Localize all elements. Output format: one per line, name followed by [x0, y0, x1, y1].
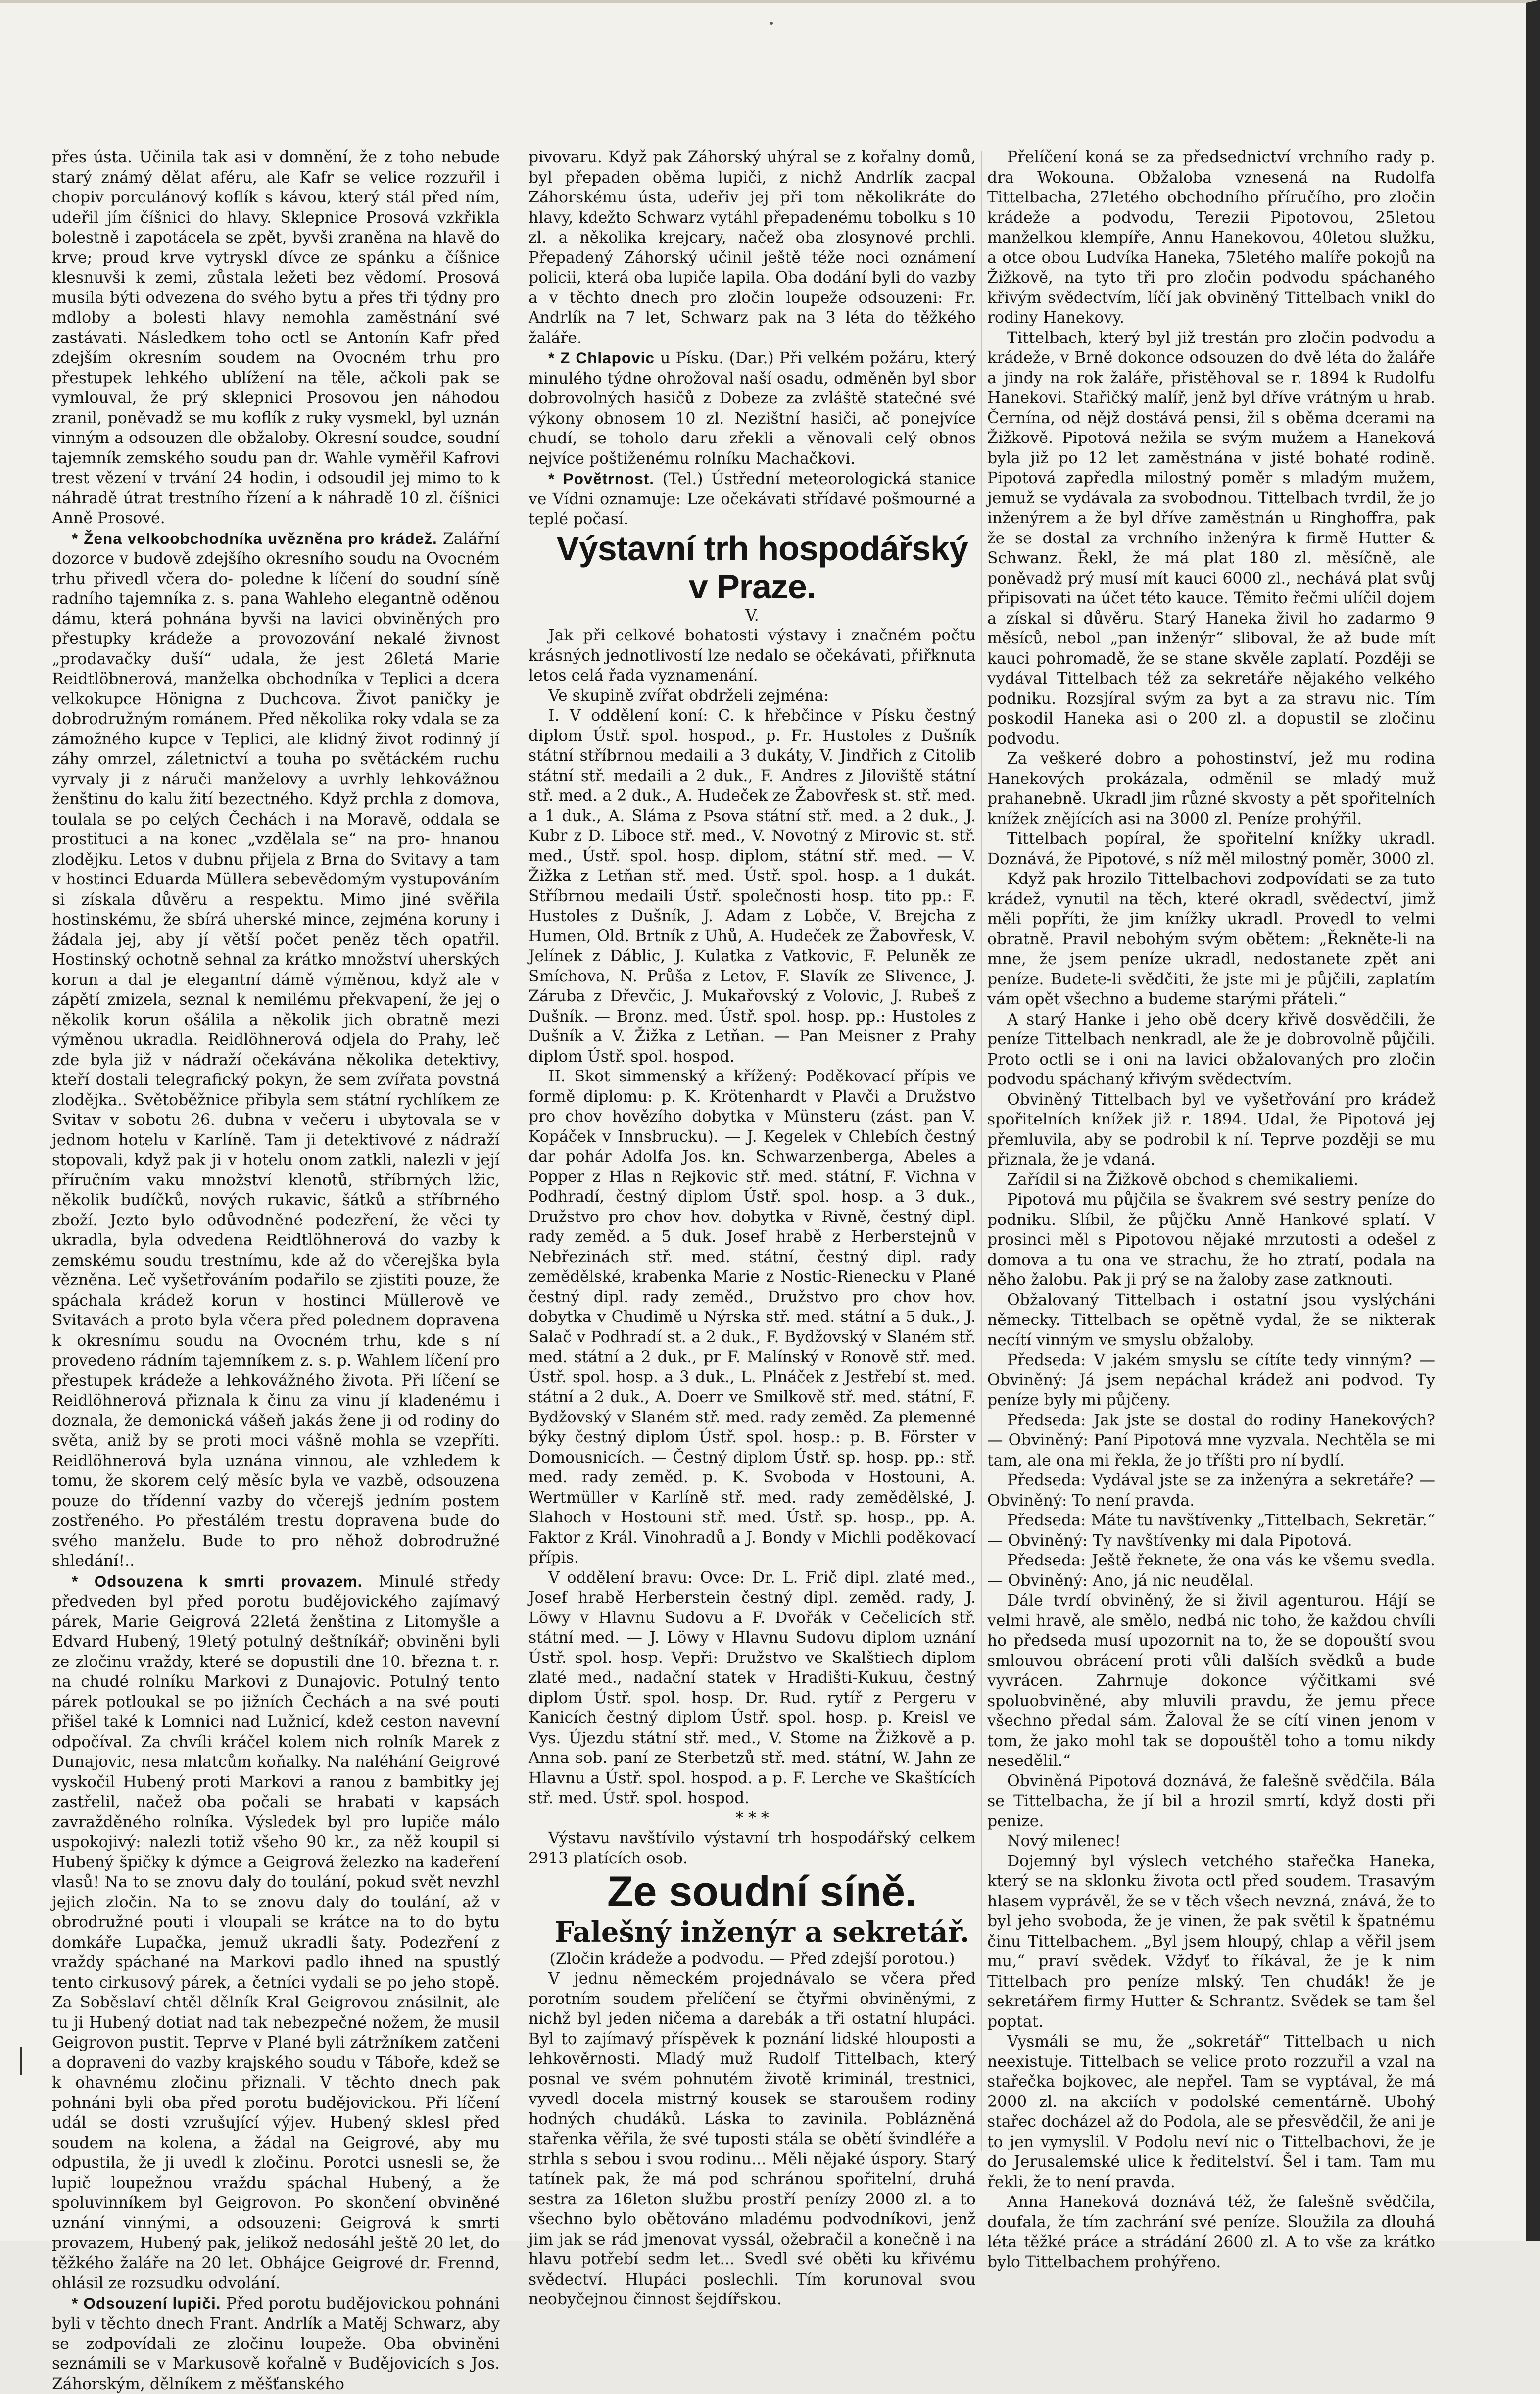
article-paragraph	[529, 1568, 976, 1808]
paragraph-text: Vysmáli se mu, že „sokretář“ Tittelbach u nich neexistuje. Tittelbach se velice proto rozzuřil a vzal na stařečka bojkovec, ale nepřel. Tam se vyptával, že má 2000 zl. na akciích v podolské cementárně. Ubohý stařec docházel až do Podola, ale se přesvědčil, že ani je to jen vymyslil. V Podolu neví nic o Tittelbachovi, že je do Jerusalemské ulice k ředitelství. Šel i tam. Tam mu řekli, že to není pravda.	[987, 2033, 1435, 2191]
text-column-middle	[529, 147, 976, 2172]
paragraph-text: Předseda: Máte tu navštívenky „Tittelbach, Sekretär.“ — Obviněný: Ty navštívenky mi dala Pipotová.	[987, 1512, 1435, 1550]
paragraph-text: Předseda: Jak jste se dostal do rodiny Hanekových? — Obviněný: Paní Pipotová mne vyzvala. Nechtěla se mi tam, ale ona mi řekla, že jo tříšti pro ní bydlí.	[987, 1412, 1435, 1469]
article-paragraph	[529, 686, 976, 706]
article-paragraph	[987, 328, 1435, 749]
article-paragraph	[987, 1190, 1435, 1290]
centered-line: V.	[529, 606, 976, 626]
centered-line: * * *	[529, 1808, 976, 1829]
article-paragraph	[52, 147, 500, 529]
article-paragraph	[529, 147, 976, 348]
paragraph-text: Zařídil si na Žižkově obchod s chemikaliemi.	[1007, 1171, 1358, 1189]
article-heading: * Odsouzení lupiči.	[72, 2295, 221, 2312]
text-column-left	[52, 147, 500, 2172]
paragraph-text: Předseda: Vydával jste se za inženýra a sekretáře? — Obviněný: To není pravda.	[987, 1471, 1435, 1510]
article-paragraph	[987, 1831, 1435, 1852]
article-paragraph	[987, 1551, 1435, 1591]
paragraph-text: II. Skot simmenský a křížený: Poděkovací přípis ve formě diplomu: p. K. Krötenhardt v Plavči a Družstvo pro chov hovězího dobytka v Münsteru (zást. pan V. Kopáček v Innsbrucku). — J. Kegelek v Chlebích čestný dar pohár Adolfa Jos. kn. Schwarzenberga, Abeles a Popper z Hlas n Rejkovic stř. med. státní, F. Vichna v Podhradí, čestný diplom Ústř. spol. hosp. a 3 duk., Družstvo pro chov hov. dobytka v Rivně, čestný dipl. rady zeměd. a 5 duk. Josef hrabě z Herberstejnů v Nebřezinách stř. med. státní, čestný dipl. rady zemědělské, krabenka Marie z Nostic-Rienecku v Plané čestný dipl. rady zeměd., Družstvo pro chov hov. dobytka v Chudimě u Nýrska stř. med. státní a 5 duk., J. Salač v Podhradí st. a 2 duk., F. Bydžovský v Slaném stř. med. státní a 2 duk., pr F. Malínský v Ronově stř. med. Ústř. spol. hosp. a 3 duk., L. Plnáček z Jestřebí st. med. státní a 2 duk., A. Doerr ve Smilkově stř. med. státní, F. Bydžovský v Slaném stř. med. rady zeměd. Za plemenné býky čestný diplom Ústř. spol. hosp.: p. B. Förster v Domousnicích. — Čestný diplom Ústř. sp. hosp. pp.: stř. med. rady zeměd. p. K. Svoboda v Hostouni, A. Wertmüller v Karlíně stř. med. rady zemědělské, J. Slahoch v Hostouni stř. med. Ústř. sp. hosp., pp. A. Faktor z Král. Vinohradů a J. Bondy v Michli poděkovací přípis.	[529, 1068, 976, 1566]
article-paragraph	[529, 469, 976, 530]
article-paragraph	[987, 2032, 1435, 2192]
paragraph-text: Když pak hrozilo Tittelbachovi zodpovídati se za tuto krádež, vynutil na těch, které okradl, svědectví, jimž měli popříti, že jim knížky ukradl. Provedl to velmi obratně. Pravil nebohým svým obětem: „Řekněte-li na mne, že jsem peníze ukradl, nedostanete zpět ani peníze. Budete-li svědčiti, že jste mi je půjčili, zaplatím vám opět všechno a budeme starými přáteli.“	[987, 870, 1435, 1008]
article-paragraph	[987, 869, 1435, 1010]
article-paragraph	[987, 1170, 1435, 1190]
paragraph-text: Předseda: V jakém smyslu se cítíte tedy vinným? — Obviněný: Já jsem nepáchal krádež ani podvod. Ty peníze byly mi půjčeny.	[987, 1351, 1435, 1409]
paragraph-text: pivovaru. Když pak Záhorský uhýral se z kořalny domů, byl přepaden oběma lupiči, z nichž Andrlík zacpal Záhorskému ústa, udeřiv jej při tom několikráte do hlavy, kdežto Schwarz vytáhl přepadenému tobolku s 10 zl. a několika krejcary, načež oba zlosynové prchli. Přepadený Záhorský učinil ještě téže noci oznámení policii, která oba lupiče lapila. Oba dodání byli do vazby a v těchto dnech pro zločin loupeže odsouzeni: Fr. Andrlík na 7 let, Schwarz pak na 3 léta do těžkého žaláře.	[529, 148, 976, 347]
article-paragraph	[987, 147, 1435, 328]
paragraph-text: A starý Hanke i jeho obě dcery křivě dosvědčili, že peníze Tittelbach nenkradl, ale že je dobrovolně půjčili. Proto octli se i oni na lavici obžalovaných pro zločin podvodu spáchaný křivým svědectvím.	[987, 1011, 1435, 1089]
paragraph-text: Za veškeré dobro a pohostinství, jež mu rodina Hanekových prokázala, odměnil se mladý muž prahanebně. Ukradl jim různé skvosty a pět spořitelních knížek znějících asi na 3000 zl. Peníze prohýřil.	[987, 750, 1435, 828]
paragraph-text: Před porotu budějovickou pohnáni byli v těchto dnech Frant. Andrlík a Matěj Schwarz, aby se zodpovídali ze zločinu loupeže. Oba obviněni seznámili se v Markusově kořalně v Budějovicích s Jos. Záhorským, dělníkem z měšťanského	[52, 2295, 500, 2393]
paragraph-text: u Písku. (Dar.) Při velkém požáru, který minulého týdne ohrožoval naší osadu, odměněn byl sbor dobrovolných hasičů z Dobeze za zvláště statečné své výkony obnosem 10 zl. Nezištní hasiči, ač ponejvíce chudí, se toholo daru zřekli a věnovali celý obnos nejvíce poštiženému rolníku Machačkovi.	[529, 349, 976, 468]
article-paragraph	[987, 1470, 1435, 1511]
paragraph-text: (Tel.) Ústřední meteorologická stanice ve Vídni oznamuje: Lze očekávati střídavé pošmourné a teplé počasí.	[529, 470, 976, 528]
article-paragraph	[987, 1010, 1435, 1090]
paragraph-text: Ve skupině zvířat obdrželi zejména:	[548, 687, 829, 705]
paragraph-text: V oddělení bravu: Ovce: Dr. L. Frič dipl. zlaté med., Josef hrabě Herberstein čestný dipl. zeměd. rady, J. Löwy v Hlavnu Sudovu a F. Dvořák v Cečelicích stř. státní med. — J. Löwy v Hlavnu Sudovu diplom uznání Ústř. spol. hosp. Vepři: Družstvo ve Skalštiech diplom zlaté med., nadační statek v Hradišti-Kukuu, čestný diplom Ústř. spol. hosp. Dr. Rud. rytíř z Pergeru v Kanicích čestný diplom Ústř. spol. hosp. p. Kreisl ve Vys. Újezdu státní stř. med., V. Stome na Žižkově a p. Anna sob. paní ze Sterbetzů stř. med. státní, W. Jahn ze Hlavnu a Ústř. spol. hospod. a p. F. Lerche ve Skaštících stř. med. Ústř. spol. hospod.	[529, 1569, 976, 1808]
section-heading: Ze soudní síně.	[529, 1868, 976, 1915]
article-heading: * Povětrnost.	[548, 470, 654, 488]
paragraph-text: Anna Haneková doznává též, že falešně svědčila, doufala, že tím zachrání své peníze. Sloužila za dlouhá léta těžké práce a strádání 2600 zl. A to vše za krátko bylo Tittelbachem prohýřeno.	[987, 2193, 1435, 2271]
paragraph-text: Tittelbach popíral, že spořitelní knížky ukradl. Doznává, že Pipotové, s níž měl milostný poměr, 3000 zl.	[987, 830, 1435, 868]
article-paragraph	[529, 626, 976, 686]
paragraph-text: Obviněný Tittelbach byl ve vyšetřování pro krádež spořitelních knížek již r. 1894. Udal, že Pipotová jej přemluvila, aby se podrobil k ní. Teprve později se mu přiznala, že je vdaná.	[987, 1091, 1435, 1169]
article-paragraph	[529, 1067, 976, 1568]
section-heading: Výstavní trh hospodářský v Praze.	[529, 530, 976, 606]
paragraph-text: Tittelbach, který byl již trestán pro zločin podvodu a krádeže, v Brně dokonce odsouzen do dvě léta do žaláře a jindy na rok žaláře, přistěhoval se r. 1894 k Rudolfu Hanekovi. Stařičký malíř, jenž byl dříve vrátným u hrab. Černína, od nějž dostává pensi, žil s oběma dcerami na Žižkově. Pipotová nežila se svým mužem a Haneková byla již po 12 let zaměstnána v jisté bohaté rodině. Pipotová zapředla milostný poměr s mladým mužem, jemuž se vydávala za svobodnou. Tittelbach tvrdil, že jo inženýrem a že byl dříve zaměstnán u Ringhoffra, pak že se dostal za vrchního inženýra k firmě Hutter & Schwanz. Řekl, že má plat 180 zl. měsíčně, ale poněvadž prý musí mít kauci 6000 zl., nechává plat svůj připisovati na účet této kauce. Těmito řečmi ulíčil dojem a získal si důvěru. Starý Haneka živil ho zadarmo 9 měsíců, nebol „pan inženýr“ sliboval, že až bude mít kauci pohromadě, že se stane skvěle zaplatí. Později se vydával Tittelbach též za sekretáře nějakého velkého podniku. Rozsjíral svým za byt a za stravu nic. Tím poskodil Haneka asi o 200 zl. a dopustil se zločinu podvodu.	[987, 329, 1435, 748]
article-paragraph	[987, 1511, 1435, 1551]
article-paragraph	[987, 2192, 1435, 2272]
centered-line: (Zločin krádeže a podvodu. — Před zdejší porotou.)	[529, 1949, 976, 1969]
article-paragraph	[987, 1411, 1435, 1471]
article-paragraph	[529, 1828, 976, 1868]
article-paragraph	[987, 749, 1435, 829]
article-paragraph	[52, 2294, 500, 2394]
paragraph-text: přes ústa. Učinila tak asi v domnění, že z toho nebude starý známý dělat aféru, ale Kafr se velice rozzuřil i chopiv porculánový koflík s kávou, který stál před ním, udeřil jím číšnici do hlavy. Sklepnice Prosová vzkřikla bolestně i zapotácela se zpět, byvši zraněna na hlavě do krve; proud krve vytryskl dívce ze spánku a číšnice klesnuvši k zemi, zůstala ležeti bez vědomí. Prosová musila býti odvezena do svého bytu a přes tři týdny pro mdloby a bolesti hlavy nemohla zaměstnání své zastávati. Následkem toho octl se Antonín Kafr před zdejším okresním soudem na Ovocném trhu pro přestupek lehkého ublížení na těle, ačkoli pak se vymlouval, že prý sklepnici Prosovou jen náhodou zranil, poněvadž se mu koflík z ruky vysmekl, byl uznán vinným a odsouzen dle obžaloby. Okresní soudce, soudní tajemník zemského soudu pan dr. Wahle vyměřil Kafrovi trest vězení v trvání 24 hodin, i odsoudil jej mimo to k náhradě útrat trestního řízení a k náhradě 10 zl. číšnici Anně Prosové.	[52, 148, 500, 527]
article-heading: * Odsouzena k smrti provazem.	[72, 1572, 362, 1590]
article-paragraph	[987, 829, 1435, 869]
article-paragraph	[987, 1350, 1435, 1411]
article-heading: * Žena velkoobchodníka uvězněna pro krádež.	[72, 530, 437, 547]
paragraph-text: Přelíčení koná se za předsednictví vrchního rady p. dra Wokouna. Obžaloba vznesená na Rudolfa Tittelbacha, 27letého obchodního příručího, pro zločin krádeže a podvodu, Terezii Pipotovou, 25letou manželkou klempíře, Annu Hanekovou, 40letou služku, a otce obou Ludvíka Haneka, 75letého malíře pokojů na Žižkově, na tyto tři pro zločin podvodu spáchaného křivým svědectvím, líčí jak obviněný Tittelbach vnikl do rodiny Hanekovy.	[987, 148, 1435, 327]
paragraph-text: Dojemný byl výslech vetchého stařečka Haneka, který se na sklonku života octl před soudem. Trasavým hlasem vyprávěl, že se v těch všech nevzná, znává, že to byl jeho svoboda, že je vinen, že pak světil k špatnému činu Tittelbachem. „Byl jsem hloupý, chlap a věřil jsem mu,“ praví svědek. Vždyť to říkával, že je k nim Tittelbach pro peníze mlský. Ten chudák! že je sekretářem firmy Hutter & Schrantz. Svědek se tam šel poptat.	[987, 1853, 1435, 2031]
article-paragraph	[52, 529, 500, 1571]
article-paragraph	[987, 1591, 1435, 1771]
article-paragraph	[529, 1969, 976, 2310]
page-mark	[770, 22, 773, 25]
article-paragraph	[52, 1571, 500, 2294]
article-heading: * Z Chlapovic	[548, 349, 655, 367]
article-paragraph	[529, 706, 976, 1067]
paragraph-text: Předseda: Ještě řeknete, že ona vás ke všemu svedla. — Obviněný: Ano, já nic neudělal.	[987, 1552, 1435, 1590]
article-paragraph	[987, 1290, 1435, 1351]
article-paragraph	[529, 348, 976, 469]
paragraph-text: I. V oddělení koní: C. k hřebčince v Písku čestný diplom Ústř. spol. hospod., p. Fr. Hustoles z Dušník státní stříbrnou medaili a 3 dukáty, V. Jindřich z Citolib státní stř. medaili a 2 duk., F. Andres z Jiloviště státní stř. med. a 2 duk., A. Hudeček ze Žabovřesk st. stř. med. a 1 duk., A. Sláma z Psova státní stř. med. a 2 duk., J. Kubr z D. Liboce stř. med., V. Novotný z Mirovic st. stř. med., Ústř. spol. hosp. diplom, státní stř. med. — V. Žižka z Letňan stř. med. Ústř. spol. hosp. a 1 dukát. Stříbrnou medaili Ústř. společnosti hosp. tito pp.: F. Hustoles z Dušník, J. Adam z Lobče, V. Brejcha z Humen, Old. Brtník z Uhů, A. Hudeček ze Žabovřesk, V. Jelínek z Dáblic, J. Kulatka z Vatkovic, F. Peluněk ze Smíchova, N. Průša z Letov, F. Slavík ze Slivence, J. Záruba z Dřevčic, J. Mukařovský z Volovic, J. Rubeš z Dušník. — Bronz. med. Ústř. spol. hosp. pp.: Hustoles z Dušník a V. Žižka z Letňan. — Pan Meisner z Prahy diplom Ústř. spol. hospod.	[529, 707, 976, 1066]
article-paragraph	[987, 1090, 1435, 1170]
paragraph-text: Obviněná Pipotová doznává, že falešně svědčila. Bála se Tittelbacha, že jí bil a hrozil smrtí, když dosti při penize.	[987, 1772, 1435, 1830]
paragraph-text: Nový milenec!	[1007, 1832, 1121, 1850]
paragraph-text: Jak při celkové bohatosti výstavy i značném počtu krásných jednotlivostí lze nedalo se očekávati, přiřknuta letos celá řada vyznamenání.	[529, 627, 976, 684]
column-rule-2	[981, 151, 982, 2151]
paragraph-text: Obžalovaný Tittelbach i ostatní jsou vyslýcháni německy. Tittelbach se opětně vydal, že se nikterak necítí vinným ve smyslu obžaloby.	[987, 1291, 1435, 1349]
paragraph-text: Výstavu navštívilo výstavní trh hospodářský celkem 2913 platících osob.	[529, 1829, 976, 1867]
paragraph-text: Minulé středy předveden byl před porotu budějovického zajímavý párek, Marie Geigrová 22letá ženština z Litomyšle a Edvard Hubený, 19letý potulný deštníkář; obviněni byli ze zločinu vraždy, které se dopustili dne 10. března t. r. na chudé rolníku Markovi z Dunajovic. Potulný tento párek potloukal se po jižních Čechách a na své pouti přišel také k Lomnici nad Lužnicí, kdež ceston navevní odpočíval. Za chvíli kráčel kolem nich rolník Marek z Dunajovic, nesa mlatcům koňalky. Na naléhání Geigrové vyskočil Hubený proti Markovi a ranou z bambitky jej zastřelil, načež oba počali se hrabati v kapsách zavražděného rolníka. Výsledek byl pro lupiče málo uspokojivý: nalezli totiž všeho 90 kr., za něž koupil si Hubený špičky k dýmce a Geigrová železko na kadeření vlasů! Na to se znovu daly do toulání, pokud svět nevzhl jejich zločin. Na to se znovu daly do toulání, až v obrodružné pouti i vloupali se krátce na to do bytu domkáře Lupačka, jemuž ukradli šaty. Podezření z vraždy spáchané na Markovi padlo ihned na spustlý tento cirkusový párek, a četníci vydali se po jeho stopě. Za Soběslaví chtěl dělník Kral Geigrovou znásilnit, ale tu ji Hubený dotiat nad tak nebezpečné nožem, že musil Geigrovon pustit. Teprve v Plané byli zátržníkem zatčeni a dopraveni do vazby krajského soudu v Táboře, kdež se k ohavnému zločinu přiznali. V těchto dnech pak pohnáni byli oba před porotu budějovickou. Při líčení udál se dosti vzrušující výjev. Hubený sklesl před soudem na kolena, a žádal na Geigrové, aby mu odpustila, že ji uvedl k zločinu. Porotci usnesli se, že lupič loupežnou vraždu spáchal Hubený, a že spoluvinníkem byl Geigrovon. Po skončení obviněné uznání vinnými, a odsouzeni: Geigrová k smrti provazem, Hubený pak, jelikož nedosáhl ještě 20 let, do těžkého žaláře na 20 let. Obhájce Geigrové dr. Frennd, ohlásil ze rozsudku odvolání.	[52, 1573, 500, 2293]
margin-tick	[20, 2047, 22, 2075]
article-headline: Falešný inženýr a sekretář.	[529, 1915, 976, 1949]
paragraph-text: Dále tvrdí obviněný, že si živil agenturou. Hájí se velmi hravě, ale smělo, nedbá nic toho, že každou chvíli ho předseda musí upozornit na to, že se dopouští svou smlouvou obrácení proti vůli dalších svědků a bude vyvrácen. Zahrnuje dokonce výčitkami své spoluobviněné, aby mluvili pravdu, že jemu přece všechno předal sám. Žaloval že se cítí vinen jenom v tom, že jako mohl tak se dopouštěl toho a tomu nikdy nesedělil.“	[987, 1592, 1435, 1770]
article-paragraph	[987, 1852, 1435, 2032]
paragraph-text: V jednu německém projednávalo se včera před porotním soudem přelíčení se čtyřmi obviněnými, z nichž byl jeden ničema a darebák a tři ostatní hlupáci. Byl to zajímavý příspěvek k poznání lidské hlouposti a lehkověrnosti. Mladý muž Rudolf Tittelbach, který posnal ve svém pohnutém životě kriminál, trestnici, vyvedl docela mistrný kousek se staroušem rodiny hodných chudáků. Láska to zavinila. Poblázněná stařenka věřila, že své tuposti stála se obětí švindléře a strhla s sebou i svou rodinu... Měli nějaké úspory. Starý tatínek pak, že má pod schránou spořitelní, druhá sestra za 16leton službu prostří penízy 2000 zl. a to všechno bylo obětováno mladému podvodníkovi, jenž jim jak se rád jmenovat vyssál, ožebračil a konečně i na hlavu potřebí sedm let... Svedl své oběti ku křivému svědectví. Hlupáci poslechli. Tím korunoval svou neobyčejnou činnost šejdířskou.	[529, 1970, 976, 2308]
paragraph-text: Zalářní dozorce v budově zdejšího okresního soudu na Ovocném trhu přivedl včera do- poledne k líčení do soudní síně radního tajemníka z. s. pana Wahleho elegantně oděnou dámu, která pohnána byvši na lavici obviněných pro přestupky krádeže a provozování nekalé živnost „prodavačky duší“ udala, že jest 26letá Marie Reidtlöbnerová, manželka obchodníka v Teplici a dcera velkokupce Hönigna z Duchcova. Život paničky je dobrodružným románem. Před několika roky vdala se za zámožného kupce v Teplici, ale klidný život rodinný jí záhy omrzel, záletnictví a touha po světáckém ruchu vyrvaly ji z náruči manželovy a uvrhly lehkovážnou ženštinu do kalu žití bezectného. Když prchla z domova, toulala se po celých Čechách i na Moravě, oddala se prostituci a na konec „vzdělala se“ na pro- hnanou zlodějku. Letos v dubnu přijela z Brna do Svitavy a tam v hostinci Eduarda Müllera sebevědomým vystupováním si získala důvěru a respektu. Mimo jiné svěřila hostinskému, že sbírá uherské mince, zejména koruny i žádala jej, aby jí větší počet peněz těch opatřil. Hostinský ochotně sehnal za krátko množství uherských korun a dal je elegantní dámě výměnou, když ale v zápětí zmizela, seznal k nemilému překvapení, že jej o několik korun ošálila a několik jich obratně mezi výměnou ukradla. Reidlöhnerová odjela do Prahy, leč zde byla již v nádraží očekávána několika detektivy, kteří dostali telegrafický pokyn, že sem zvířata povstná zlodějka.. Světoběžnice přibyla sem státní rychlíkem ze Svitav v sobotu 26. dubna v večeru i ubytovala se v jednom hotelu v Karlíně. Tam ji detektivové z nádraží stopovali, když pak ji v hotelu onom zatkli, nalezli v její příručním vaku množství klenotů, stříbrných lžic, několik budíčků, nových rukavic, šátků a stříbrného zboží. Jezto bylo odůvodněné podezření, že věci ty ukradla, byla odvedena Reidtlöhnerová do vazby k zemskému soudu trestnímu, kde až do včerejška byla vězněna. Leč vyšetřováním podařilo se zjistiti pouze, že spáchala krádež korun v hostinci Müllerově ve Svitavách a proto byla včera před polednem dopravena k okresnímu soudu na Ovocném trhu, kde s ní provedeno rádním tajemníkem z. s. p. Wahlem líčení pro přestupek krádeže a lehkovážného života. Při líčení se Reidlöhnerová přiznala k činu za vinu jí kladenému i doznala, že demonická vášeň jakás žene ji od rodiny do světa, aniž by se proti moci vášně mohla se vzepříti. Reidlöhnerová byla uznána vinnou, ale vzhledem k tomu, že skorem celý měsíc byla ve vazbě, odsouzena pouze do třídenní vazby do včerejš jedním postem zostřeného. Po přestálém trestu dopravena bude do svého manželu. Bude to pro něhož dobrodružné shledání!..	[52, 530, 500, 1570]
text-column-right	[987, 147, 1435, 2172]
article-paragraph	[987, 1771, 1435, 1832]
paragraph-text: Pipotová mu půjčila se švakrem své sestry peníze do podniku. Slíbil, že půjčku Anně Hankové splatí. V prosinci měl s Pipotovou nějaké mrzutosti a odešel z domova a tu ona ve strachu, že ho ztratí, podala na něho žalobu. Pak ji prý se na žaloby zase zatknouti.	[987, 1191, 1435, 1289]
